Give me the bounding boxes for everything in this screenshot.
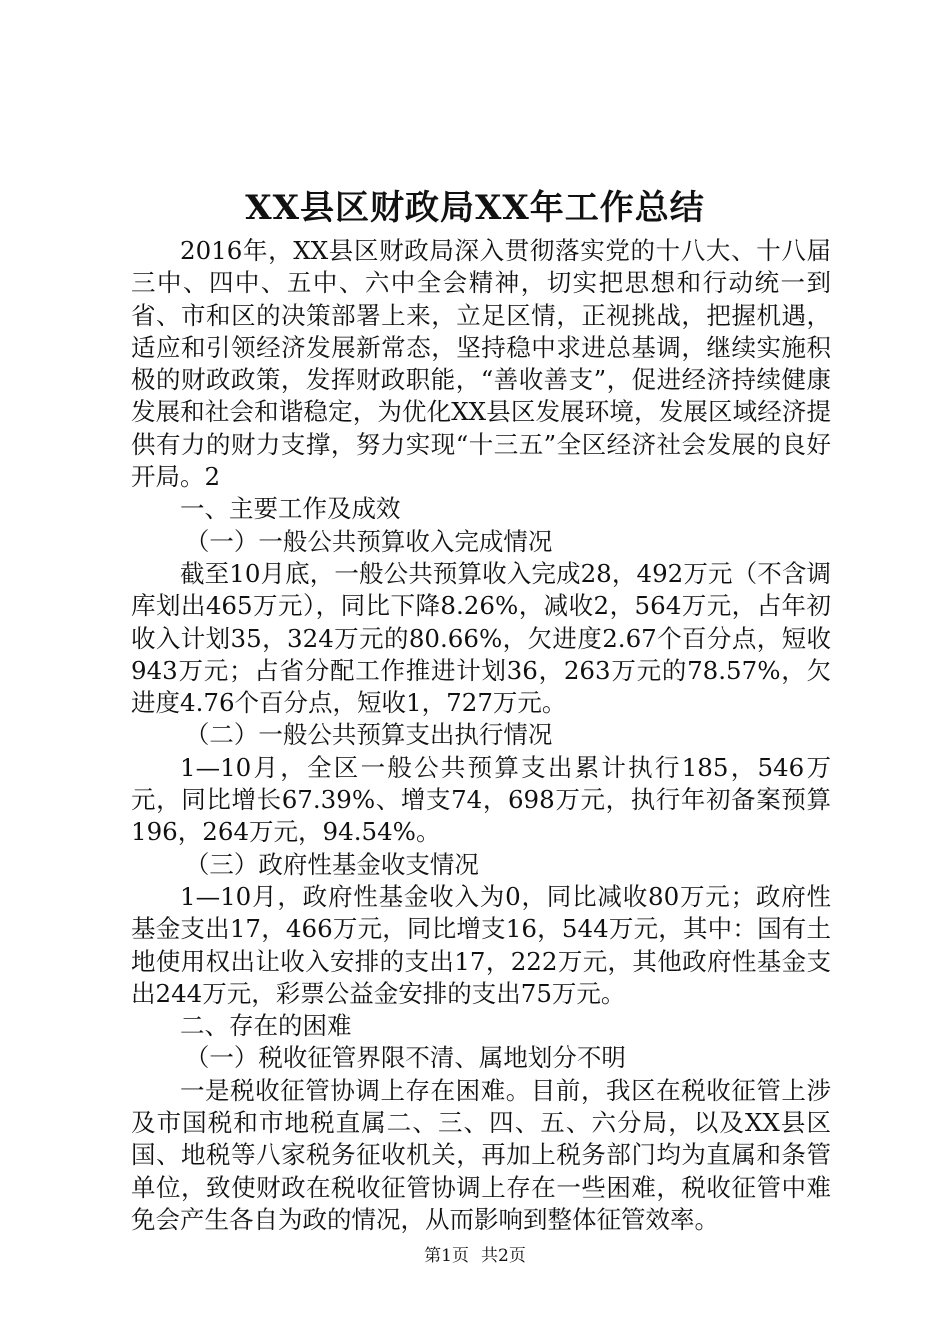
- page-footer: [0, 1244, 950, 1268]
- page-total: 共2页: [481, 1246, 526, 1266]
- subsection-heading-tax: （一）税收征管界限不清、属地划分不明: [184, 1043, 626, 1073]
- page-number: 第1页: [424, 1246, 469, 1266]
- fund-paragraph: 1—10月，政府性基金收入为0，同比减收80万元；政府性基金支出17，466万元，同比增支16，544万元，其中：国有土地使用权出让收入安排的支出17，222万元，其他政府性基金支出244万元，彩票公益金安排的支出75万元。: [131, 881, 831, 1008]
- expenditure-paragraph: 1—10月，全区一般公共预算支出累计执行185，546万元，同比增长67.39%、增支74，698万元，执行年初备案预算196，264万元，94.54%。: [131, 752, 831, 847]
- document-title: XX县区财政局XX年工作总结: [245, 188, 705, 228]
- document-body: [131, 235, 831, 1236]
- section-heading-difficulties: 二、存在的困难: [180, 1011, 352, 1041]
- intro-paragraph: 2016年，XX县区财政局深入贯彻落实党的十八大、十八届三中、四中、五中、六中全会精神，切实把思想和行动统一到省、市和区的决策部署上来，立足区情，正视挑战，把握机遇，适应和引领经济发展新常态，坚持稳中求进总基调，继续实施积极的财政政策，发挥财政职能，“善收善支”，促进经济持续健康发展和社会和谐稳定，为优化XX县区发展环境，发展区域经济提供有力的财力支撑，努力实现“十三五”全区经济社会发展的良好开局。2: [131, 236, 831, 492]
- section-heading-achievements: 一、主要工作及成效: [180, 494, 401, 524]
- subsection-heading-revenue: （一）一般公共预算收入完成情况: [184, 526, 553, 556]
- subsection-heading-expenditure: （二）一般公共预算支出执行情况: [184, 720, 553, 750]
- revenue-paragraph: 截至10月底，一般公共预算收入完成28，492万元（不含调库划出465万元），同比下降8.26%，减收2，564万元，占年初收入计划35，324万元的80.66%，欠进度2.67个百分点，短收943万元；占省分配工作推进计划36，263万元的78.57%，欠进度4.76个百分点，短收1，727万元。: [131, 558, 831, 718]
- subsection-heading-fund: （三）政府性基金收支情况: [184, 849, 479, 879]
- tax-paragraph: 一是税收征管协调上存在困难。目前，我区在税收征管上涉及市国税和市地税直属二、三、四、五、六分局，以及XX县区国、地税等八家税务征收机关，再加上税务部门均为直属和条管单位，致使财政在税收征管协调上存在一些困难，税收征管中难免会产生各自为政的情况，从而影响到整体征管效率。: [131, 1075, 831, 1234]
